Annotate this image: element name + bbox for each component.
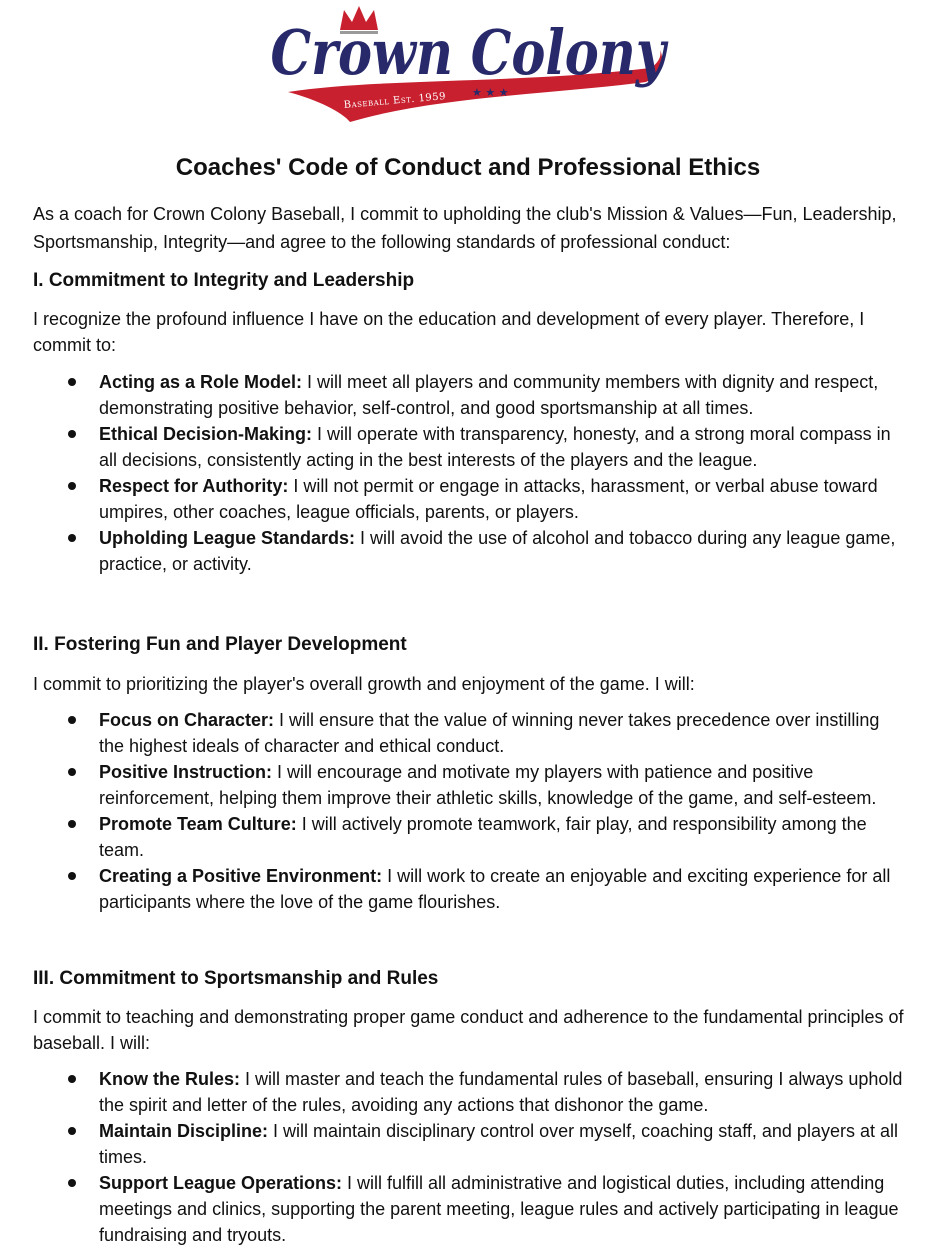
stars-icon bbox=[472, 86, 509, 99]
intro-paragraph: As a coach for Crown Colony Baseball, I commit to upholding the club's Mission & Values—Fun, Leadership, Sportsmanship, Integrity—and agree to the following standards of professional conduct: bbox=[33, 204, 897, 252]
svg-text:★ ★ ★: ★ ★ ★ bbox=[472, 86, 509, 99]
bullet-icon bbox=[68, 1127, 76, 1135]
item-term: Positive Instruction: bbox=[99, 762, 273, 782]
bullet-icon bbox=[68, 482, 76, 490]
section-list-2 bbox=[0, 707, 936, 915]
list-item bbox=[0, 421, 936, 473]
bullet-icon bbox=[68, 534, 76, 542]
item-term: Upholding League Standards: bbox=[99, 528, 356, 548]
item-text: I will fulfill all administrative and logistical duties, including attending meetings and clinics, supporting the parent meeting, league rules and actively participating in league fundraising and tryouts. bbox=[99, 1173, 899, 1245]
item-text: I will actively promote teamwork, fair play, and responsibility among the team. bbox=[99, 814, 867, 860]
bullet-icon bbox=[68, 1075, 76, 1083]
bullet-icon bbox=[68, 872, 76, 880]
section-heading-2: II. Fostering Fun and Player Development bbox=[33, 634, 407, 655]
item-term: Respect for Authority: bbox=[99, 476, 289, 496]
crown-colony-logo bbox=[258, 4, 678, 126]
item-term: Ethical Decision-Making: bbox=[99, 424, 313, 444]
section-list-1 bbox=[0, 369, 936, 577]
item-term: Focus on Character: bbox=[99, 710, 275, 730]
list-item bbox=[0, 369, 936, 421]
bullet-icon bbox=[68, 378, 76, 386]
item-text: I will avoid the use of alcohol and tobacco during any league game, practice, or activity. bbox=[99, 528, 896, 574]
item-text: I will work to create an enjoyable and exciting experience for all participants where the love of the game flourishes. bbox=[99, 866, 891, 912]
item-text: I will maintain disciplinary control over myself, coaching staff, and players at all times. bbox=[99, 1121, 898, 1167]
item-term: Creating a Positive Environment: bbox=[99, 866, 383, 886]
section-lead-3: I commit to teaching and demonstrating proper game conduct and adherence to the fundamental principles of baseball. I will: bbox=[33, 1007, 904, 1053]
item-text: I will not permit or engage in attacks, harassment, or verbal abuse toward umpires, other coaches, league officials, parents, or players. bbox=[99, 476, 878, 522]
bullet-icon bbox=[68, 820, 76, 828]
document-title: Coaches' Code of Conduct and Professional Ethics bbox=[175, 154, 761, 181]
list-item bbox=[0, 759, 936, 811]
bullet-icon bbox=[68, 768, 76, 776]
item-text: I will operate with transparency, honesty, and a strong moral compass in all decisions, consistently acting in the best interests of the players and the league. bbox=[99, 424, 891, 470]
item-text: I will encourage and motivate my players with patience and positive reinforcement, helping them improve their athletic skills, knowledge of the game, and self-esteem. bbox=[99, 762, 877, 808]
section-heading-1: I. Commitment to Integrity and Leadership bbox=[33, 270, 415, 291]
list-item bbox=[0, 525, 936, 577]
list-item bbox=[0, 863, 936, 915]
logo-wordmark: Crown Colony bbox=[270, 16, 669, 89]
list-item bbox=[0, 707, 936, 759]
item-term: Support League Operations: bbox=[99, 1173, 343, 1193]
list-item bbox=[0, 1066, 936, 1118]
bullet-icon bbox=[68, 430, 76, 438]
item-term: Promote Team Culture: bbox=[99, 814, 297, 834]
list-item bbox=[0, 1170, 936, 1248]
item-text: I will master and teach the fundamental rules of baseball, ensuring I always uphold the spirit and letter of the rules, avoiding any actions that dishonor the game. bbox=[99, 1069, 903, 1115]
bullet-icon bbox=[68, 1179, 76, 1187]
list-item bbox=[0, 811, 936, 863]
item-term: Maintain Discipline: bbox=[99, 1121, 269, 1141]
list-item bbox=[0, 473, 936, 525]
item-term: Acting as a Role Model: bbox=[99, 372, 303, 392]
item-text: I will meet all players and community members with dignity and respect, demonstrating positive behavior, self-control, and good sportsmanship at all times. bbox=[99, 372, 879, 418]
section-lead-2: I commit to prioritizing the player's overall growth and enjoyment of the game. I will: bbox=[33, 674, 695, 694]
item-term: Know the Rules: bbox=[99, 1069, 241, 1089]
item-text: I will ensure that the value of winning never takes precedence over instilling the highest ideals of character and ethical conduct. bbox=[99, 710, 880, 756]
section-lead-1: I recognize the profound influence I have on the education and development of every player. Therefore, I commit to: bbox=[33, 309, 865, 355]
section-list-3 bbox=[0, 1066, 936, 1248]
list-item bbox=[0, 1118, 936, 1170]
section-heading-3: III. Commitment to Sportsmanship and Rules bbox=[33, 968, 439, 989]
bullet-icon bbox=[68, 716, 76, 724]
logo-tagline: Baseball Est. 1959 bbox=[343, 91, 447, 111]
